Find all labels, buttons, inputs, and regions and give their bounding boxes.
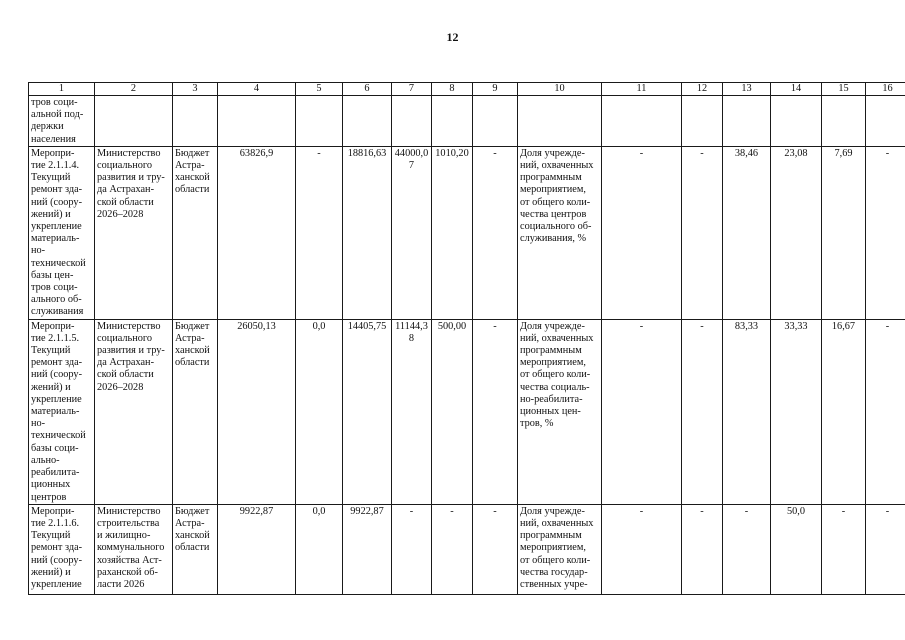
value-cell: - <box>392 504 432 594</box>
value-cell: 500,00 <box>432 319 473 504</box>
value-cell: 1010,20 <box>432 146 473 319</box>
column-header: 16 <box>866 83 905 96</box>
funding-source-cell: Бюджет Астра- ханской области <box>173 319 218 504</box>
value-cell: - <box>296 146 343 319</box>
total-amount-cell: 9922,87 <box>218 504 296 594</box>
indicator-value-cell: - <box>822 504 866 594</box>
value-cell: 11144,38 <box>392 319 432 504</box>
column-header: 14 <box>771 83 822 96</box>
indicator-value-cell: 7,69 <box>822 146 866 319</box>
value-cell: - <box>473 146 518 319</box>
value-cell: 14405,75 <box>343 319 392 504</box>
indicator-cell: Доля учрежде- ний, охваченных программным мероприятием, от общего коли- чества социаль- но-реабилита- ционных цен- тров, % <box>518 319 602 504</box>
value-cell: - <box>473 504 518 594</box>
indicator-value-cell: - <box>723 504 771 594</box>
table-row-measure-2-1-1-4 <box>29 146 905 319</box>
value-cell: 0,0 <box>296 319 343 504</box>
column-header: 2 <box>95 83 173 96</box>
indicator-value-cell: 83,33 <box>723 319 771 504</box>
table-row-measure-2-1-1-5 <box>29 319 905 504</box>
indicator-value-cell: 38,46 <box>723 146 771 319</box>
funding-source-cell: Бюджет Астра- ханской области <box>173 504 218 594</box>
continuation-row <box>29 96 905 147</box>
column-header: 11 <box>602 83 682 96</box>
funding-source-cell: Бюджет Астра- ханской области <box>173 146 218 319</box>
value-cell: 44000,07 <box>392 146 432 319</box>
executor-cell: Министерство строительства и жилищно- коммунального хозяйства Аст- раханской об- ласти 2026 <box>95 504 173 594</box>
column-header: 10 <box>518 83 602 96</box>
indicator-value-cell: 50,0 <box>771 504 822 594</box>
total-amount-cell: 63826,9 <box>218 146 296 319</box>
column-header: 13 <box>723 83 771 96</box>
indicator-cell: Доля учрежде- ний, охваченных программным мероприятием, от общего коли- чества государ- ственных учре- <box>518 504 602 594</box>
continuation-cell: тров соци- альной под- держки населения <box>29 96 95 147</box>
indicator-value-cell: 16,67 <box>822 319 866 504</box>
column-header: 7 <box>392 83 432 96</box>
column-header: 5 <box>296 83 343 96</box>
column-header: 12 <box>682 83 723 96</box>
program-measures-table <box>28 82 905 595</box>
value-cell: 18816,63 <box>343 146 392 319</box>
page-number: 12 <box>446 30 459 44</box>
measure-name-cell: Меропри- тие 2.1.1.6. Текущий ремонт зда- ний (соору- жений) и укрепление <box>29 504 95 594</box>
column-header: 9 <box>473 83 518 96</box>
column-header: 6 <box>343 83 392 96</box>
column-number-header-row <box>29 83 905 96</box>
indicator-value-cell: 23,08 <box>771 146 822 319</box>
indicator-value-cell: - <box>866 319 905 504</box>
indicator-value-cell: - <box>866 146 905 319</box>
indicator-value-cell: - <box>682 146 723 319</box>
measure-name-cell: Меропри- тие 2.1.1.4. Текущий ремонт зда- ний (соору- жений) и укрепление материаль- но- технической базы цен- тров соци- ального об- служивания <box>29 146 95 319</box>
value-cell: 9922,87 <box>343 504 392 594</box>
indicator-value-cell: 33,33 <box>771 319 822 504</box>
value-cell: - <box>473 319 518 504</box>
value-cell: 0,0 <box>296 504 343 594</box>
indicator-value-cell: - <box>682 319 723 504</box>
executor-cell: Министерство социального развития и тру- да Астрахан- ской области 2026–2028 <box>95 319 173 504</box>
executor-cell: Министерство социального развития и тру- да Астрахан- ской области 2026–2028 <box>95 146 173 319</box>
indicator-value-cell: - <box>602 146 682 319</box>
indicator-value-cell: - <box>682 504 723 594</box>
value-cell: - <box>432 504 473 594</box>
indicator-value-cell: - <box>866 504 905 594</box>
indicator-value-cell: - <box>602 504 682 594</box>
column-header: 1 <box>29 83 95 96</box>
column-header: 8 <box>432 83 473 96</box>
indicator-value-cell: - <box>602 319 682 504</box>
indicator-cell: Доля учрежде- ний, охваченных программным мероприятием, от общего коли- чества центров социального об- служивания, % <box>518 146 602 319</box>
column-header: 4 <box>218 83 296 96</box>
total-amount-cell: 26050,13 <box>218 319 296 504</box>
column-header: 3 <box>173 83 218 96</box>
column-header: 15 <box>822 83 866 96</box>
measure-name-cell: Меропри- тие 2.1.1.5. Текущий ремонт зда- ний (соору- жений) и укрепление материаль- но- технической базы соци- ально- реабилита- ционных центров <box>29 319 95 504</box>
table-row-measure-2-1-1-6 <box>29 504 905 594</box>
